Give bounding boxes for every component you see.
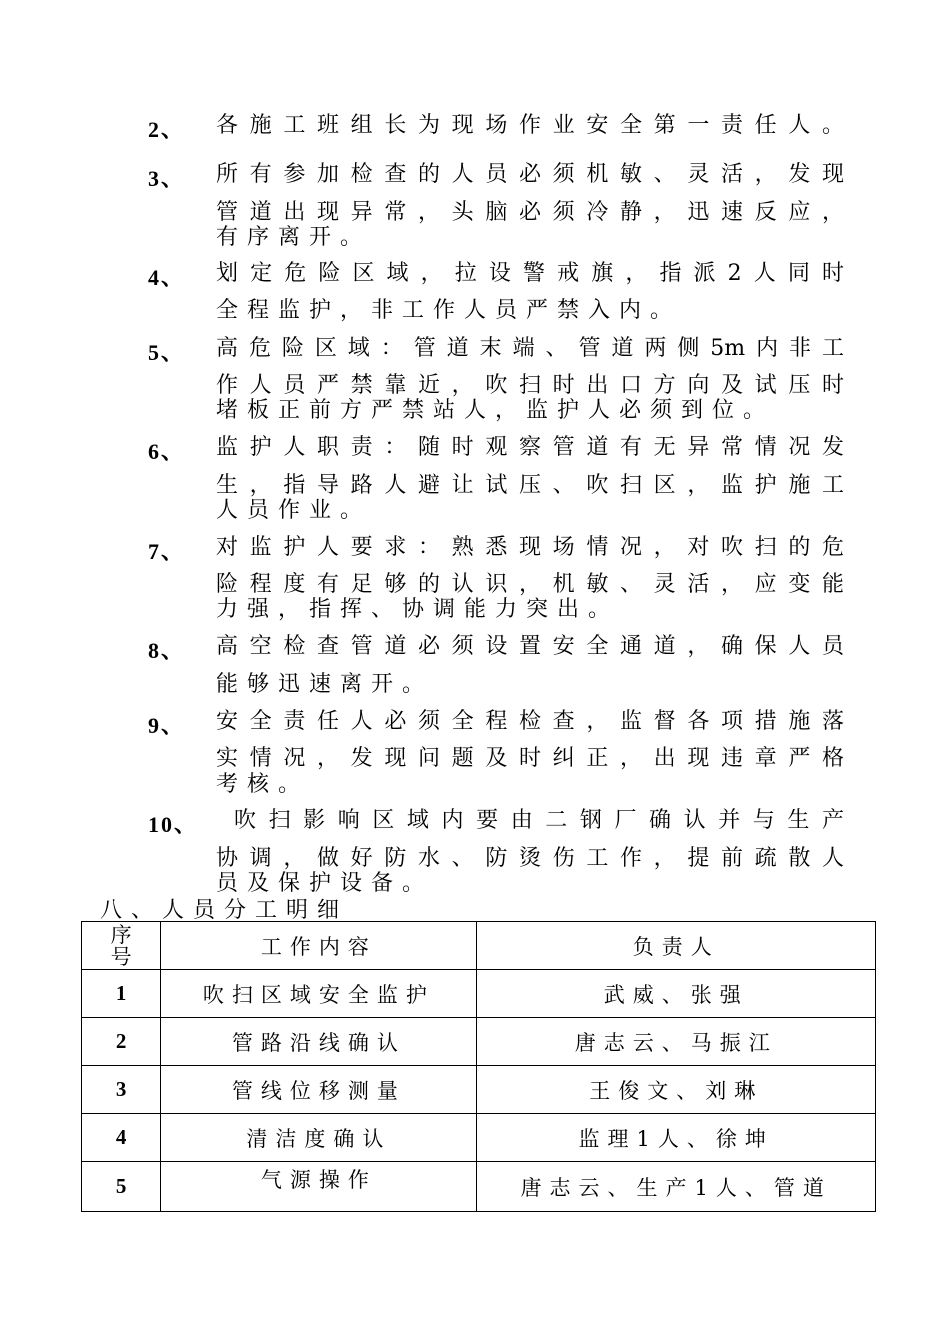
row-number: 5 <box>82 1162 161 1212</box>
table-header-row <box>82 922 876 970</box>
table-row <box>82 1114 876 1162</box>
item-line: 管道出现异常，头脑必须冷静，迅速反应， <box>216 200 844 225</box>
table-row <box>82 970 876 1018</box>
item-line: 安全责任人必须全程检查，监督各项措施落 <box>216 709 844 734</box>
item-number: 2、 <box>148 117 186 142</box>
item-line: 吹扫影响区域内要由二钢厂确认并与生产 <box>234 808 844 833</box>
header-cell-task: 工作内容 <box>161 922 477 970</box>
item-line: 所有参加检查的人员必须机敏、灵活，发现 <box>216 162 844 187</box>
row-number: 3 <box>82 1066 161 1114</box>
item-number: 7、 <box>148 539 186 564</box>
item-line: 作人员严禁靠近，吹扫时出口方向及试压时 <box>216 373 844 398</box>
row-task: 管线位移测量 <box>161 1066 477 1114</box>
section-title: 八、人员分工明细 <box>100 898 349 923</box>
item-number: 8、 <box>148 638 186 663</box>
row-owner: 监理1人、徐坤 <box>477 1114 876 1162</box>
header-cell-index <box>82 922 161 970</box>
item-number: 3、 <box>148 166 186 191</box>
item-number: 5、 <box>148 340 186 365</box>
header-index-label: 序 号 <box>110 922 132 969</box>
table-row <box>82 1162 876 1212</box>
item-line: 力强，指挥、协调能力突出。 <box>216 597 620 622</box>
row-number: 4 <box>82 1114 161 1162</box>
item-line: 全程监护，非工作人员严禁入内。 <box>216 298 682 323</box>
staff-assignment-table <box>81 921 876 1212</box>
item-line: 协调，做好防水、防烫伤工作，提前疏散人 <box>216 846 844 871</box>
table-row <box>82 1018 876 1066</box>
item-line: 实情况，发现问题及时纠正，出现违章严格 <box>216 746 844 771</box>
item-line: 各施工班组长为现场作业安全第一责任人。 <box>216 113 844 138</box>
row-owner: 武威、张强 <box>477 970 876 1018</box>
table-row <box>82 1066 876 1114</box>
row-task: 清洁度确认 <box>161 1114 477 1162</box>
item-line: 有序离开。 <box>216 225 372 250</box>
item-line: 人员作业。 <box>216 498 372 523</box>
item-line: 对监护人要求：熟悉现场情况，对吹扫的危 <box>216 535 844 560</box>
item-number: 4、 <box>148 265 186 290</box>
item-line: 能够迅速离开。 <box>216 672 434 697</box>
header-cell-owner: 负责人 <box>477 922 876 970</box>
item-line: 高危险区域：管道末端、管道两侧5m内非工 <box>216 336 844 361</box>
row-number: 2 <box>82 1018 161 1066</box>
row-owner: 王俊文、刘琳 <box>477 1066 876 1114</box>
item-line: 划定危险区域，拉设警戒旗，指派2人同时 <box>216 261 844 286</box>
item-line: 考核。 <box>216 772 310 797</box>
row-task: 气源操作 <box>161 1162 477 1212</box>
row-owner: 唐志云、马振江 <box>477 1018 876 1066</box>
row-owner: 唐志云、生产1人、管道 <box>477 1162 876 1212</box>
item-line: 高空检查管道必须设置安全通道，确保人员 <box>216 634 844 659</box>
row-task: 管路沿线确认 <box>161 1018 477 1066</box>
item-line: 险程度有足够的认识，机敏、灵活，应变能 <box>216 572 844 597</box>
item-line: 监护人职责：随时观察管道有无异常情况发 <box>216 435 844 460</box>
row-number: 1 <box>82 970 161 1018</box>
item-number: 9、 <box>148 713 186 738</box>
item-number: 10、 <box>148 812 199 837</box>
item-number: 6、 <box>148 439 186 464</box>
row-task: 吹扫区域安全监护 <box>161 970 477 1018</box>
item-line: 堵板正前方严禁站人，监护人必须到位。 <box>216 398 775 423</box>
item-line: 生，指导路人避让试压、吹扫区，监护施工 <box>216 473 844 498</box>
item-line: 员及保护设备。 <box>216 871 434 896</box>
